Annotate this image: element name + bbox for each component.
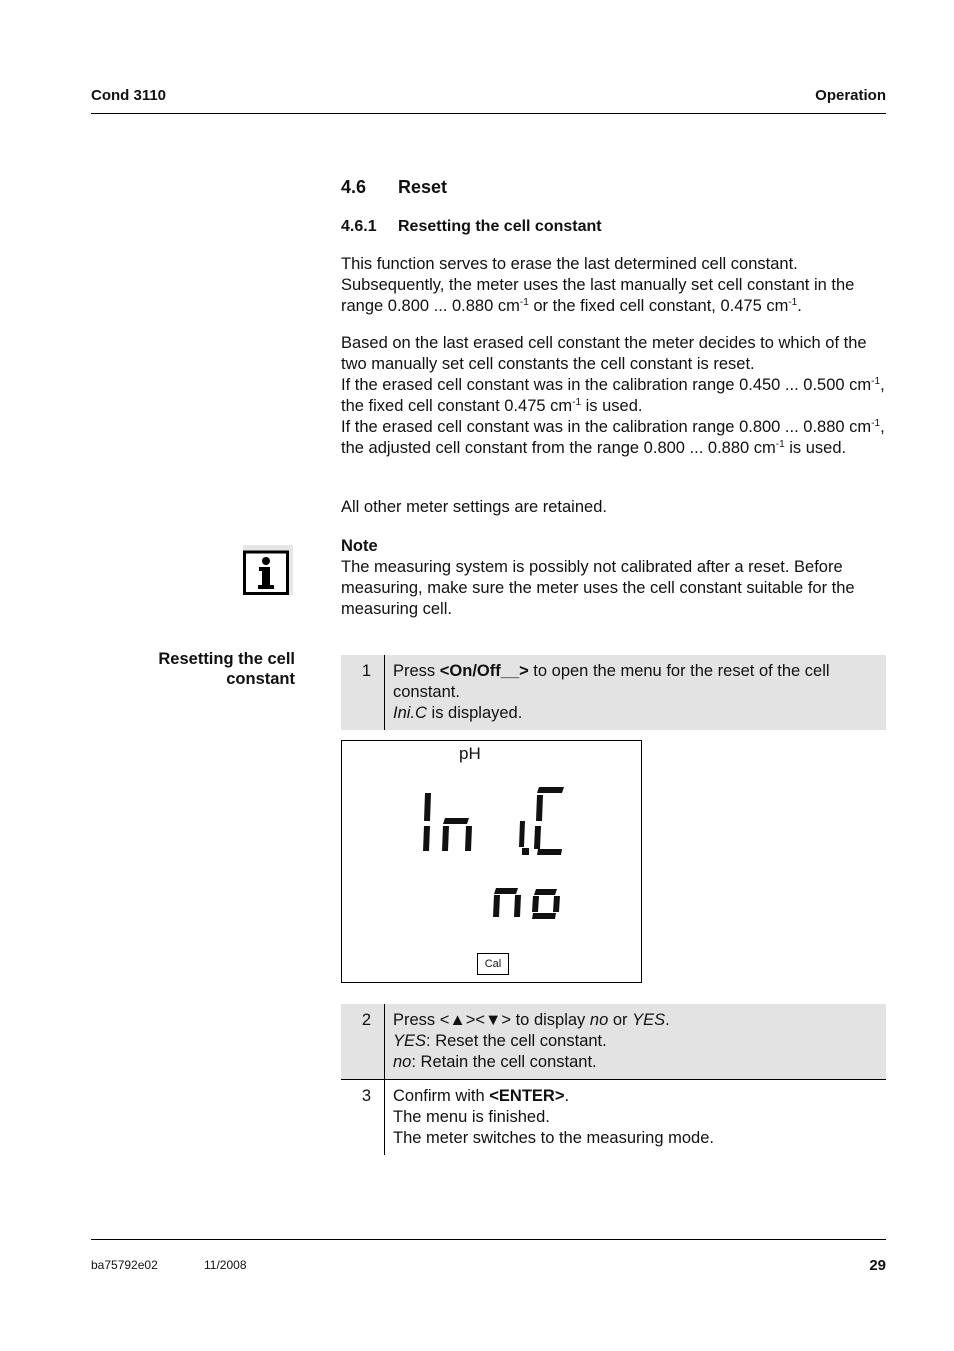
seg-n2-top <box>494 888 518 894</box>
arrow-up-icon: ▲ <box>449 1011 466 1029</box>
decision-line: Based on the last erased cell constant the meter decides to which of the two manually set cell constants the cell constant is reset. <box>341 334 867 373</box>
seg-n-top <box>443 818 469 824</box>
seg-C-top <box>537 787 564 793</box>
header-chapter: Operation <box>815 87 886 104</box>
step-divider <box>384 1004 385 1079</box>
seg-o-bottom <box>532 913 556 919</box>
decision-paragraph <box>341 333 891 459</box>
step-row <box>341 1080 886 1155</box>
step-divider <box>384 1080 385 1155</box>
step-number: 2 <box>361 1011 371 1029</box>
seg-o-top <box>534 889 557 895</box>
step-text: Press <On/Off__> to open the menu for the reset of the cell constant. Ini.C is displayed. <box>393 662 830 722</box>
retained-text: All other meter settings are retained. <box>341 498 607 516</box>
display-segments <box>342 741 640 981</box>
seg-I-top <box>424 793 431 821</box>
seg-n-left <box>442 826 449 851</box>
header-product: Cond 3110 <box>91 87 167 104</box>
meter-display <box>341 740 642 983</box>
step-row <box>341 1004 886 1079</box>
step-divider <box>384 655 385 730</box>
note-block <box>341 536 891 620</box>
header-rule <box>91 113 886 114</box>
decision-line: If the erased cell constant was in the calibration range 0.800 ... 0.880 $cm^{-1}$, the adjusted cell constant from the range 0.800 ... 0.880 $cm^{-1}$ is used. <box>341 418 885 457</box>
seg-n2-left <box>493 895 500 917</box>
footer-date: 11/2008 <box>204 1258 247 1272</box>
display-unit: pH <box>459 744 481 763</box>
step-text: Confirm with <ENTER>. The menu is finished. The meter switches to the measuring mode. <box>393 1087 714 1147</box>
section-heading <box>341 177 447 198</box>
cal-indicator: Cal <box>477 953 509 975</box>
note-body: The measuring system is possibly not calibrated after a reset. Before measuring, make sure the meter uses the cell constant suitable for the measuring cell. <box>341 558 855 618</box>
subsection-heading <box>341 218 602 236</box>
step-row <box>341 655 886 730</box>
arrow-down-icon: ▼ <box>485 1011 502 1029</box>
footer-rule <box>91 1239 886 1240</box>
subsection-number: 4.6.1 <box>341 218 377 235</box>
seg-n2-right <box>514 895 521 917</box>
seg-dot <box>522 848 529 855</box>
step-number: 3 <box>361 1087 371 1105</box>
seg-C-bottom <box>537 849 562 855</box>
step-number: 1 <box>361 662 371 680</box>
intro-paragraph: This function serves to erase the last determined cell constant. Subsequently, the meter uses the last manually set cell constant in the range 0.800 ... 0.880 $cm^{-1}$ or the fixed cell constant, 0.475 $cm^{-1}$. <box>341 255 855 315</box>
section-title: Reset <box>398 177 448 197</box>
seg-i <box>519 821 525 847</box>
decision-line: If the erased cell constant was in the calibration range 0.450 ... 0.500 $cm^{-1}$, the fixed cell constant 0.475 $cm^{-1}$ is used. <box>341 376 885 415</box>
seg-o-right <box>553 896 560 912</box>
procedure-label: Resetting the cell constant <box>158 650 295 688</box>
step-text: Press <▲><▼> to display no or YES. YES: Reset the cell constant. no: Retain the cell constant. <box>393 1011 670 1071</box>
seg-n-right <box>465 826 472 851</box>
section-number: 4.6 <box>341 177 367 197</box>
info-icon <box>243 545 293 595</box>
seg-I-bottom <box>423 826 430 851</box>
page-number: 29 <box>869 1257 886 1274</box>
note-title: Note <box>341 537 378 555</box>
subsection-title: Resetting the cell constant <box>398 218 602 235</box>
seg-C-lower-left <box>534 826 541 849</box>
footer-doc-id: ba75792e02 <box>91 1258 158 1272</box>
seg-o-left <box>532 896 539 912</box>
seg-C-upper-left <box>536 795 543 821</box>
